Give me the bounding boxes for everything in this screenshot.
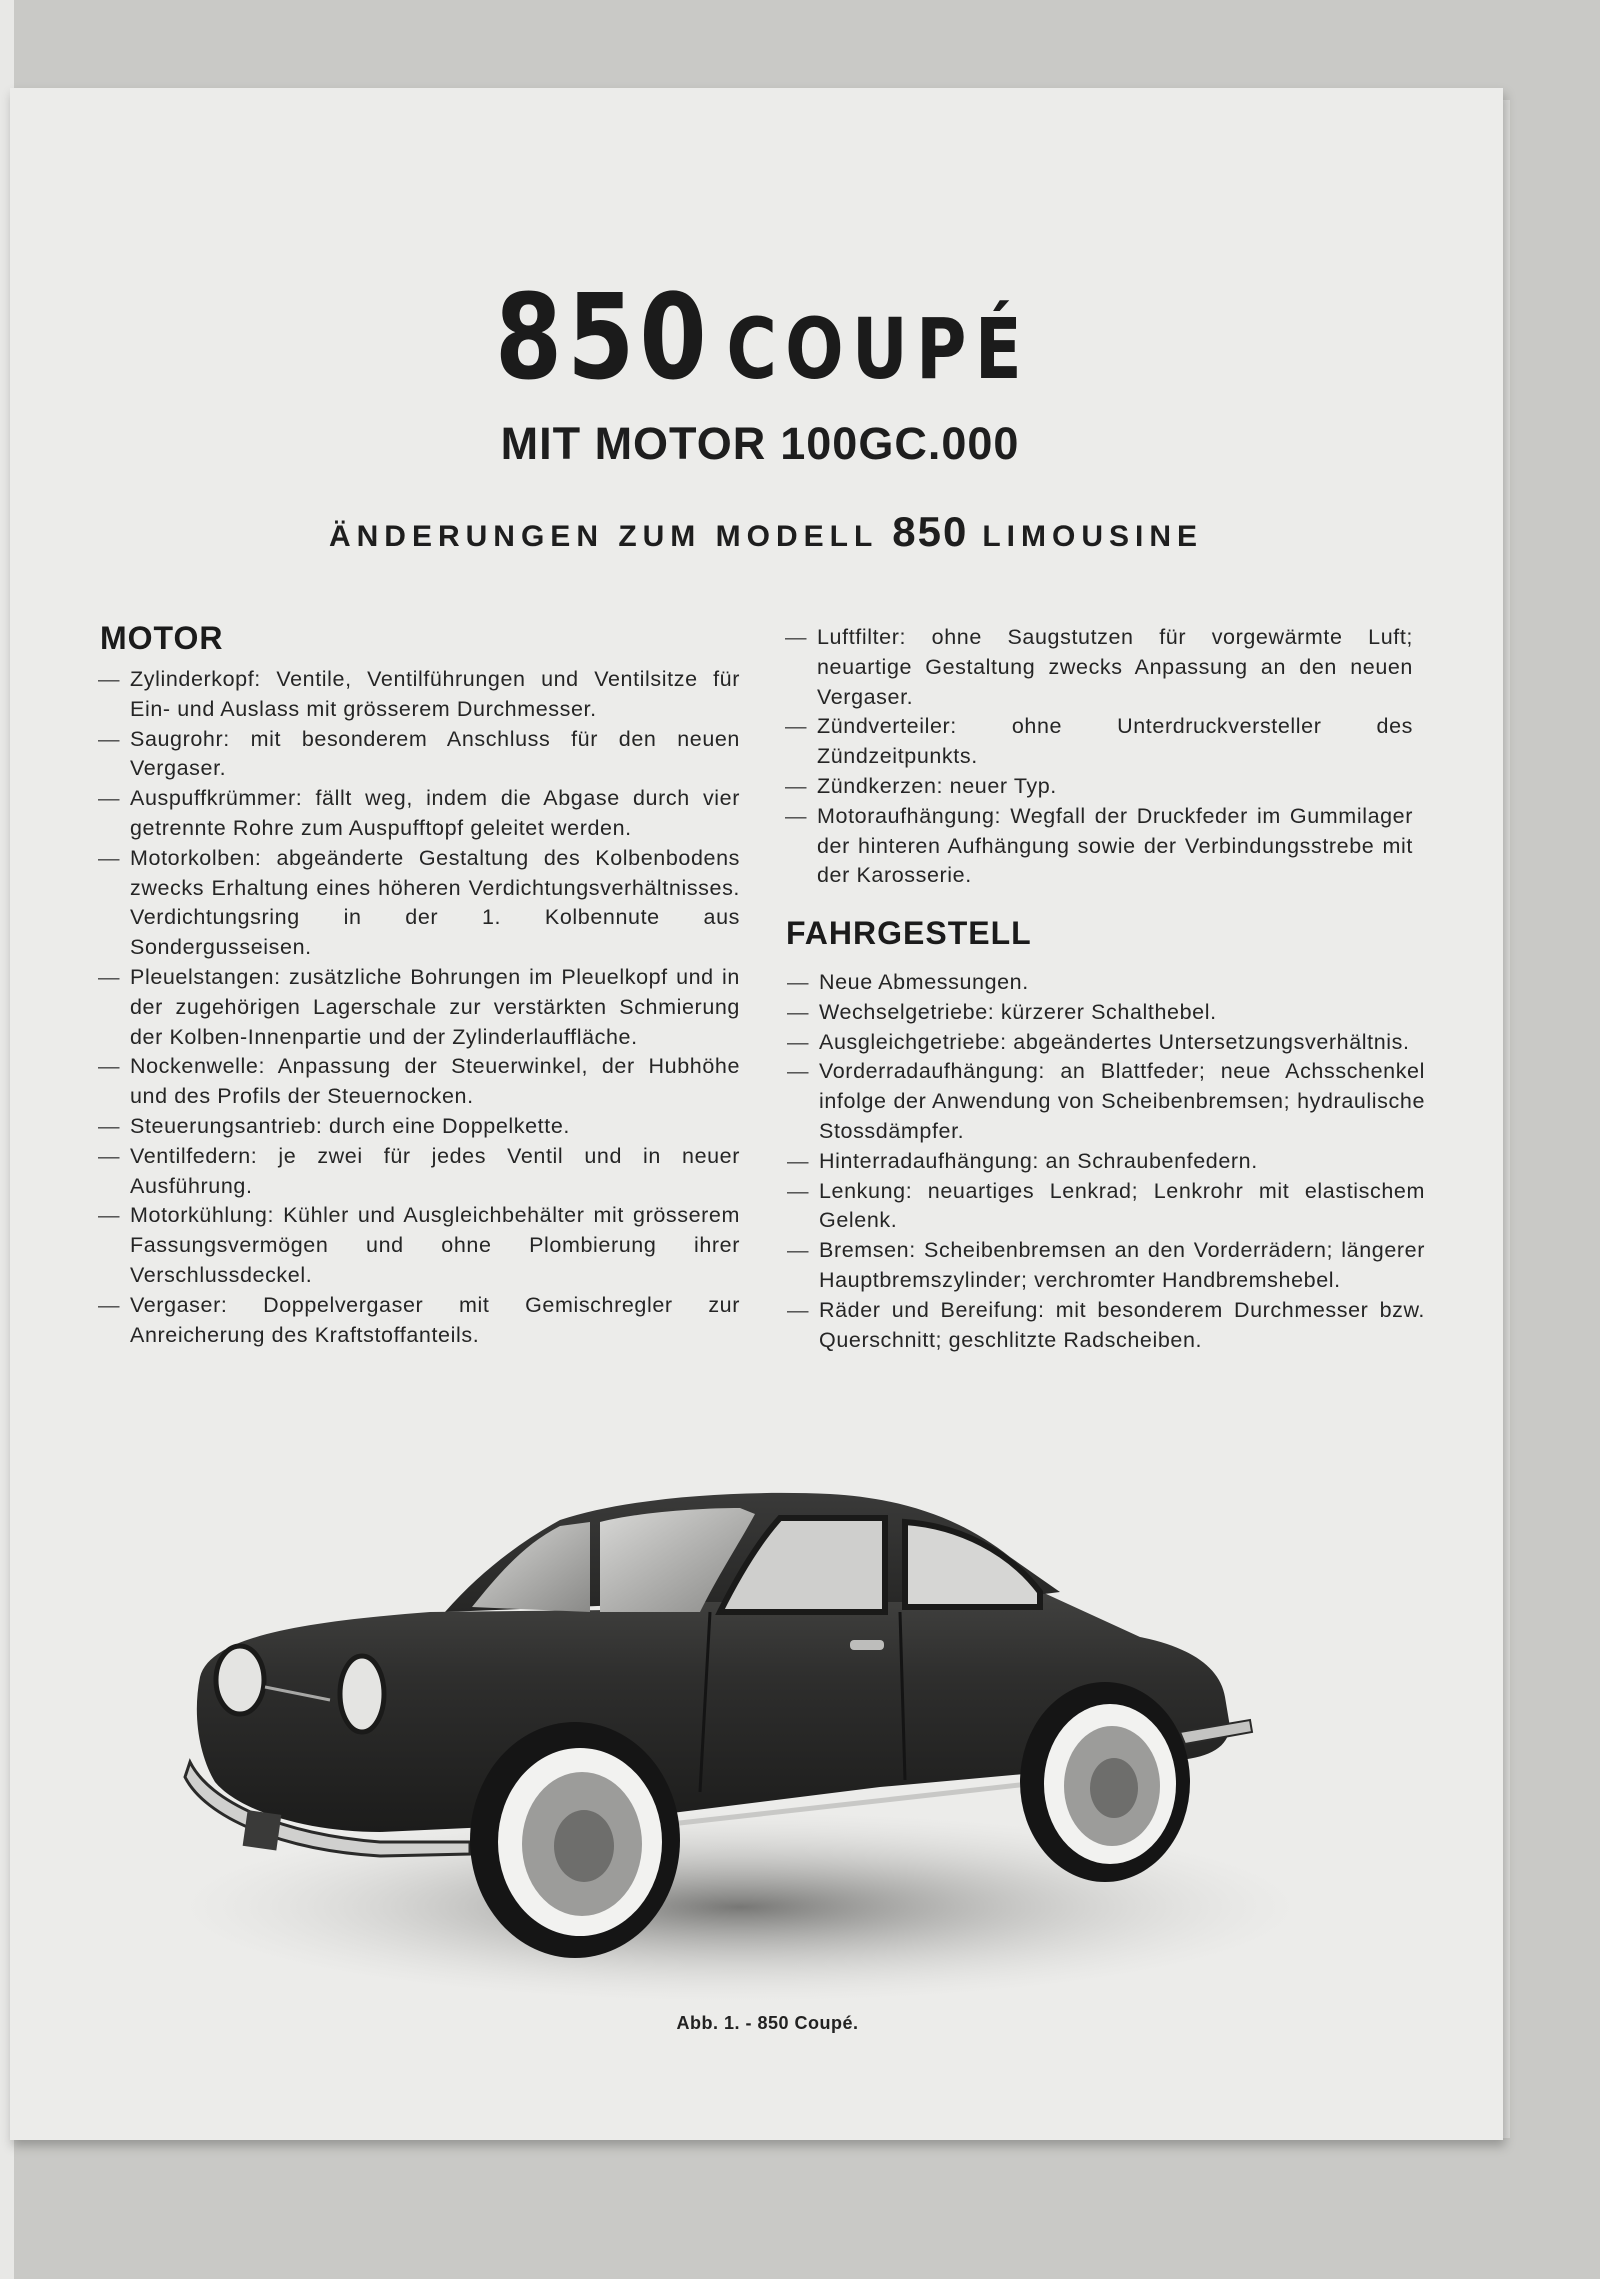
motor-list-item xyxy=(98,963,740,1052)
list-item-text: Räder und Bereifung: mit besonderem Durchmesser bzw. Querschnitt; geschlitzte Radscheiben. xyxy=(819,1297,1425,1352)
chassis-change-list xyxy=(787,968,1425,1355)
list-item-text: Motorkolben: abgeänderte Gestaltung des Kolbenbodens zwecks Erhaltung eines höheren Verdichtungsverhältnisses. Verdichtungsring in der 1. Kolbennute aus Sondergusseisen. xyxy=(130,845,740,960)
motor-list-item xyxy=(98,1142,740,1202)
list-item-text: Hinterradaufhängung: an Schraubenfedern. xyxy=(819,1148,1258,1173)
list-dash: — xyxy=(785,803,808,828)
list-item-text: Neue Abmessungen. xyxy=(819,970,1029,994)
list-dash: — xyxy=(785,625,808,649)
motor-list-item xyxy=(98,784,740,844)
subtitle-engine-code: 100GC.000 xyxy=(780,418,1020,469)
list-dash: — xyxy=(787,1178,810,1203)
motor-list-item xyxy=(98,1291,740,1351)
list-dash: — xyxy=(787,999,810,1024)
coupe-illustration xyxy=(180,1462,1370,2022)
list-dash: — xyxy=(98,964,121,989)
list-item-text: Vergaser: Doppelvergaser mit Gemischregler zur Anreicherung des Kraftstoffanteils. xyxy=(130,1292,740,1347)
list-dash: — xyxy=(98,1113,121,1138)
list-item-text: Lenkung: neuartiges Lenkrad; Lenkrohr mit elastischem Gelenk. xyxy=(819,1178,1425,1233)
section-heading-motor: MOTOR xyxy=(100,620,224,656)
list-item-text: Saugrohr: mit besonderem Anschluss für den neuen Vergaser. xyxy=(130,726,740,781)
list-dash: — xyxy=(787,1297,810,1322)
subtitle-prefix: MIT MOTOR xyxy=(500,418,767,469)
motor-list-item xyxy=(98,844,740,963)
list-dash: — xyxy=(98,1054,121,1079)
list-item-text: Zylinderkopf: Ventile, Ventilführungen und Ventilsitze für Ein- und Auslass mit grösserem Durchmesser. xyxy=(130,667,740,721)
page-subtitle xyxy=(0,418,1520,470)
list-item-text: Zündkerzen: neuer Typ. xyxy=(817,773,1057,798)
motor-change-list xyxy=(98,665,740,1350)
motor-list-item xyxy=(98,1112,740,1142)
motor-list-item xyxy=(785,772,1413,802)
motor-list-item xyxy=(98,665,740,725)
list-dash: — xyxy=(98,726,121,751)
chassis-list-item xyxy=(787,1177,1425,1237)
motor-list-item xyxy=(98,1201,740,1290)
list-item-text: Nockenwelle: Anpassung der Steuerwinkel, der Hubhöhe und des Profils der Steuernocken. xyxy=(130,1054,740,1109)
list-dash: — xyxy=(98,1143,121,1168)
changes-model-number: 850 xyxy=(892,508,969,555)
figure-caption: Abb. 1. - 850 Coupé. xyxy=(676,2013,859,2033)
title-number: 850 xyxy=(494,268,712,406)
motor-list-item xyxy=(785,802,1413,891)
list-dash: — xyxy=(98,667,121,691)
chassis-list-item xyxy=(787,968,1425,998)
list-item-text: Ausgleichgetriebe: abgeändertes Untersetzungsverhältnis. xyxy=(819,1029,1410,1054)
list-item-text: Auspuffkrümmer: fällt weg, indem die Abgase durch vier getrennte Rohre zum Auspufftopf geleitet werden. xyxy=(130,786,740,840)
page-title xyxy=(137,268,1388,406)
list-item-text: Motoraufhängung: Wegfall der Druckfeder im Gummilager der hinteren Aufhängung sowie der Verbindungsstrebe mit der Karosserie. xyxy=(817,803,1413,888)
changes-prefix: ÄNDERUNGEN ZUM MODELL xyxy=(328,520,879,553)
chassis-list-item xyxy=(787,1236,1425,1296)
motor-list-item xyxy=(785,623,1413,712)
motor-list-item xyxy=(785,712,1413,772)
list-item-text: Steuerungsantrieb: durch eine Doppelkette. xyxy=(130,1113,570,1138)
changes-heading xyxy=(0,508,1532,556)
list-dash: — xyxy=(785,714,808,739)
list-item-text: Motorkühlung: Kühler und Ausgleichbehälter mit grösserem Fassungsvermögen und ohne Plombierung ihrer Verschlussdeckel. xyxy=(130,1203,740,1287)
chassis-list-item xyxy=(787,1028,1425,1058)
changes-suffix: LIMOUSINE xyxy=(982,520,1204,553)
title-word: COUPÉ xyxy=(726,300,1030,398)
list-dash: — xyxy=(787,1059,810,1084)
list-item-text: Wechselgetriebe: kürzerer Schalthebel. xyxy=(819,999,1217,1024)
list-item-text: Ventilfedern: je zwei für jedes Ventil und in neuer Ausführung. xyxy=(130,1143,740,1198)
section-heading-fahrgestell: FAHRGESTELL xyxy=(786,915,1032,951)
list-dash: — xyxy=(98,786,121,811)
motor-list-item xyxy=(98,725,740,785)
list-item-text: Pleuelstangen: zusätzliche Bohrungen im Pleuelkopf und in der zugehörigen Lagerschale zur verstärkten Schmierung der Kolben-Innenpartie und der Zylinderlauffläche. xyxy=(130,964,740,1049)
car-photo xyxy=(180,1462,1370,2022)
chassis-list-item xyxy=(787,998,1425,1028)
list-dash: — xyxy=(98,1203,121,1228)
list-dash: — xyxy=(98,845,121,870)
motor-change-list-continued xyxy=(785,623,1413,891)
list-dash: — xyxy=(787,1029,810,1054)
list-item-text: Luftfilter: ohne Saugstutzen für vorgewärmte Luft; neuartige Gestaltung zwecks Anpassung an den neuen Vergaser. xyxy=(817,625,1413,709)
list-dash: — xyxy=(785,773,808,798)
list-dash: — xyxy=(787,970,810,994)
motor-list-item xyxy=(98,1052,740,1112)
list-item-text: Zündverteiler: ohne Unterdruckversteller des Zündzeitpunkts. xyxy=(817,714,1413,769)
chassis-list-item xyxy=(787,1057,1425,1146)
chassis-list-item xyxy=(787,1296,1425,1356)
list-dash: — xyxy=(787,1238,810,1263)
list-item-text: Bremsen: Scheibenbremsen an den Vorderrädern; längerer Hauptbremszylinder; verchromter Handbremshebel. xyxy=(819,1238,1425,1292)
list-dash: — xyxy=(787,1148,810,1173)
chassis-list-item xyxy=(787,1147,1425,1177)
list-dash: — xyxy=(98,1292,121,1317)
list-item-text: Vorderradaufhängung: an Blattfeder; neue Achsschenkel infolge der Anwendung von Scheibenbremsen; hydraulische Stossdämpfer. xyxy=(819,1059,1425,1143)
